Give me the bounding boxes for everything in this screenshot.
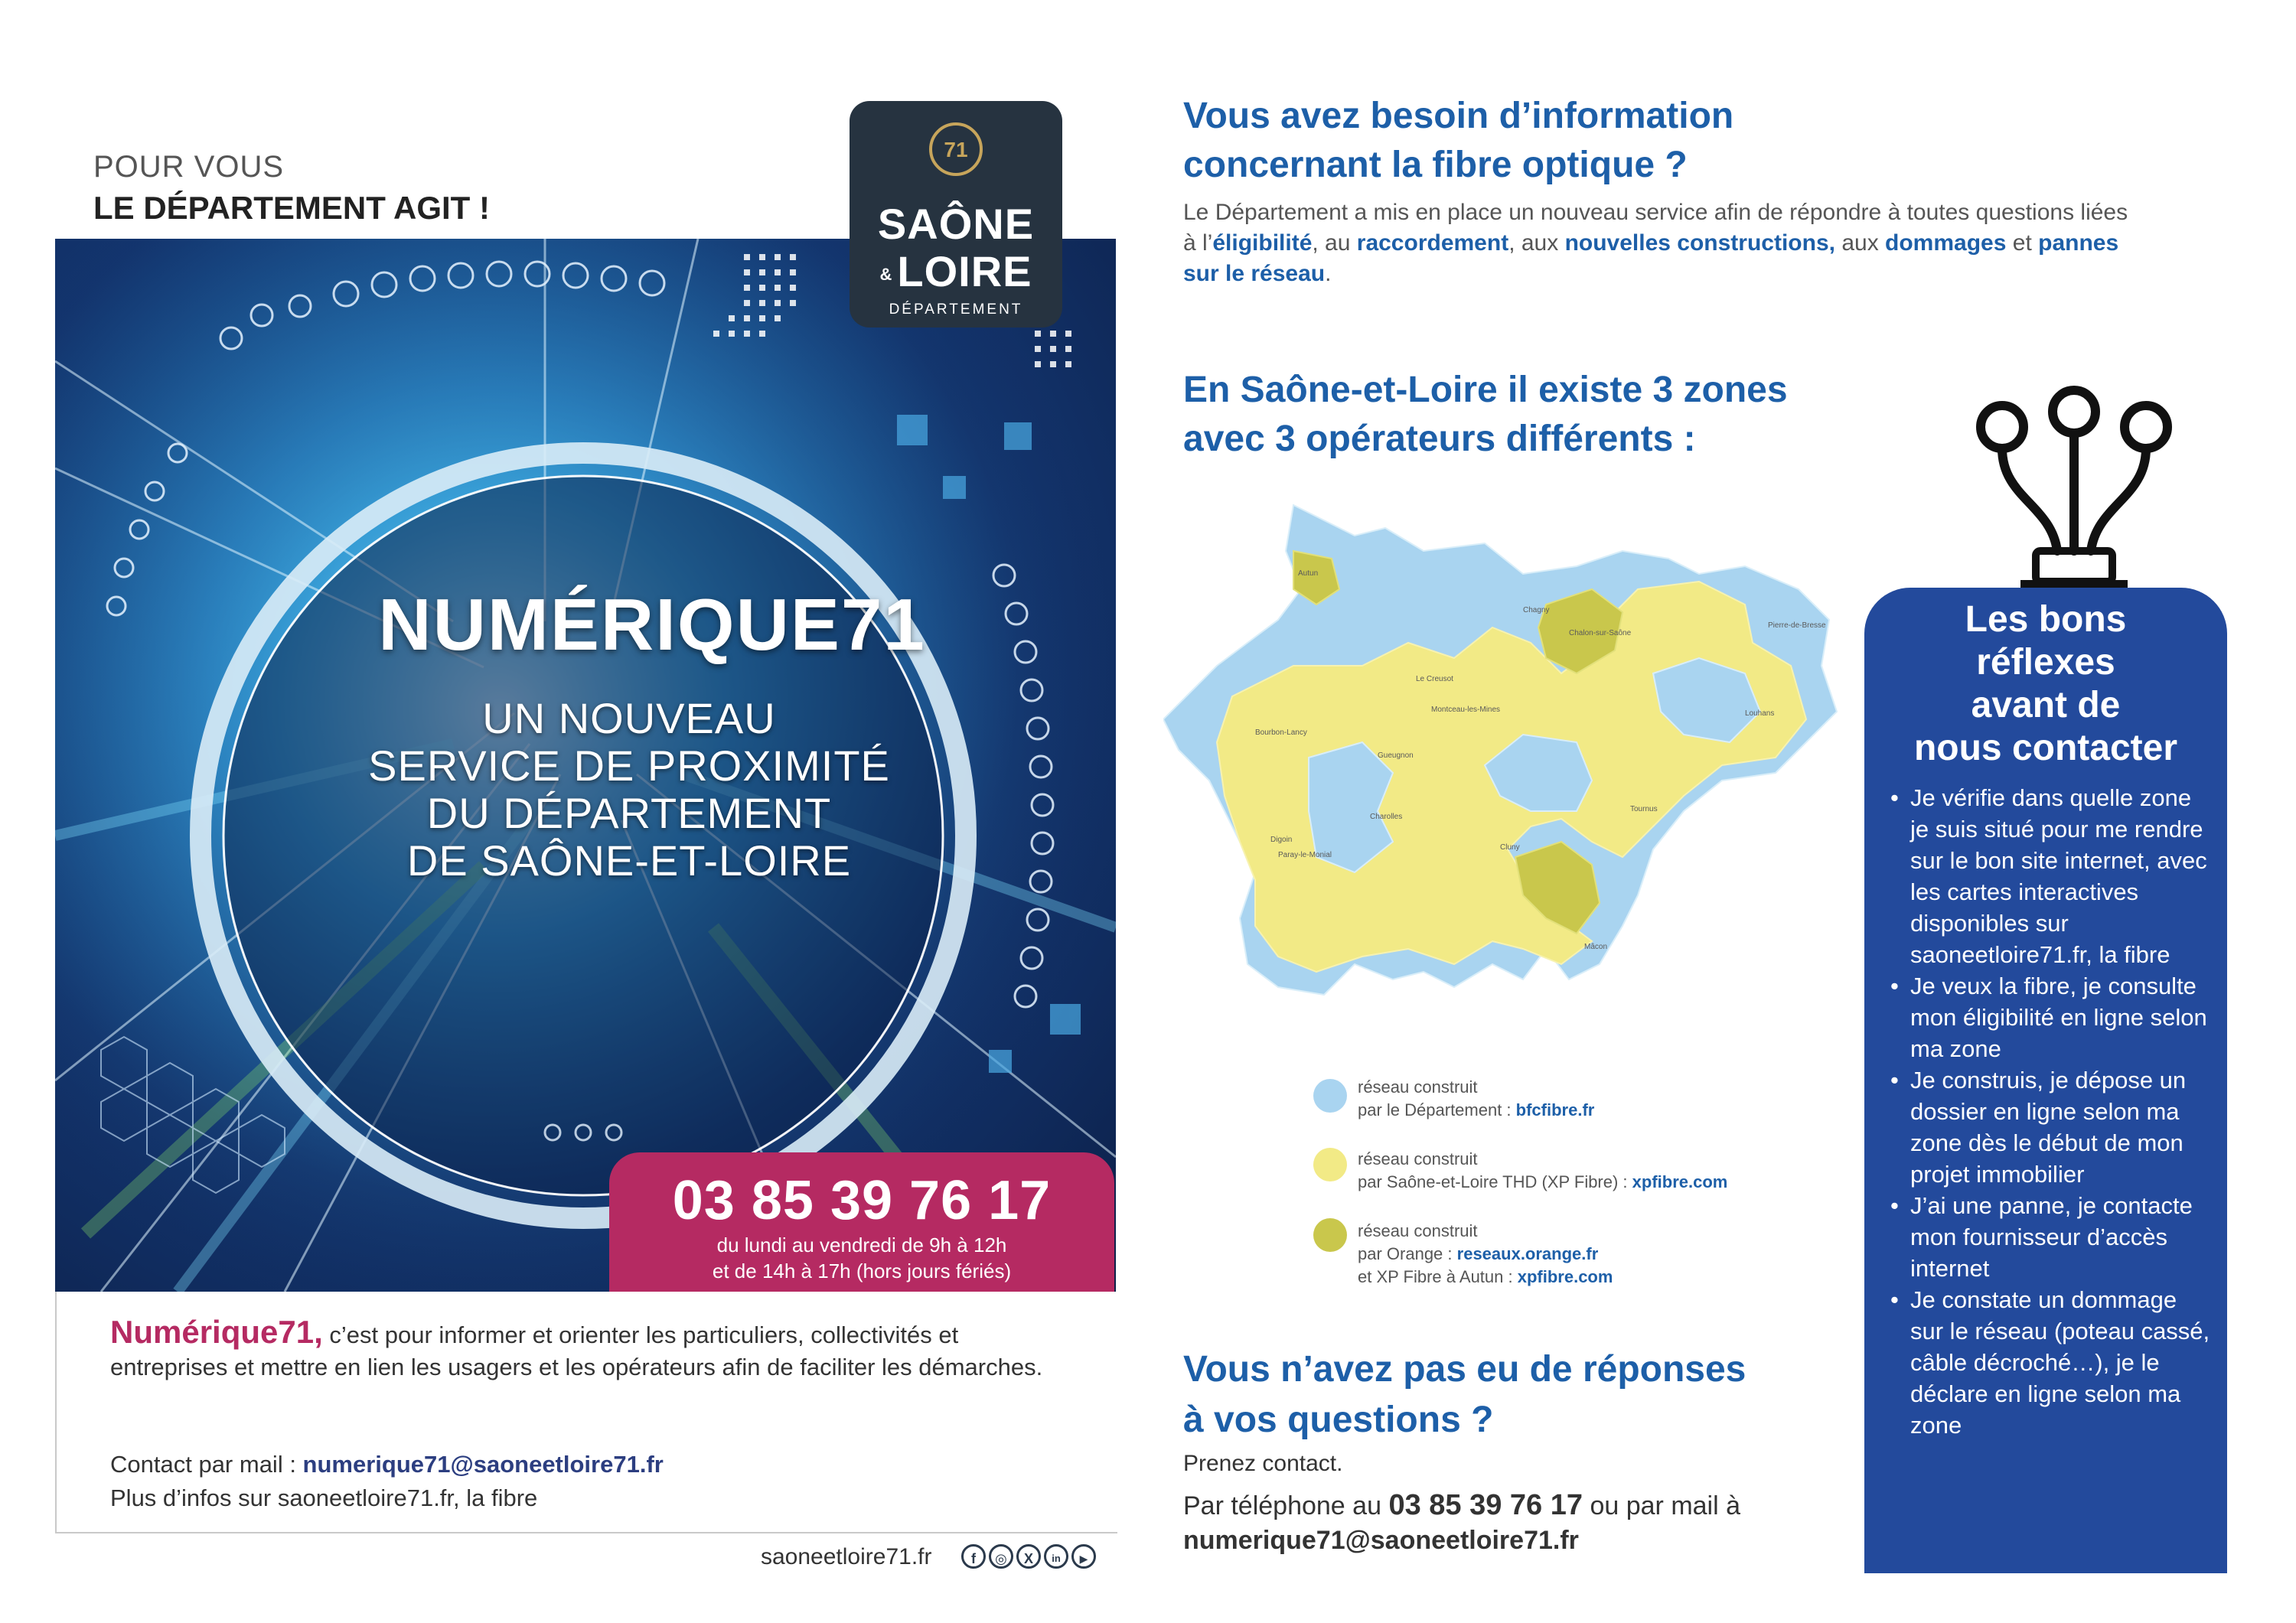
question1-line2: concernant la fibre optique ? [1183,145,1688,185]
contact-email-link[interactable]: numerique71@saoneetloire71.fr [1183,1526,1579,1555]
phone-box [609,1152,1114,1292]
facebook-icon[interactable]: f [961,1544,986,1569]
intro-keyword: éligibilité [1212,230,1313,256]
intro-paragraph [1183,197,2132,289]
intro-text: . [1325,261,1332,286]
department-emblem-icon [928,121,984,178]
legend-line3 [1358,1266,1613,1289]
intro-text: , aux [1508,230,1565,256]
legend-entry [1358,1076,1594,1122]
question2-line2: avec 3 opérateurs différents : [1183,419,1696,459]
legend-line2 [1358,1171,1727,1194]
x-icon[interactable]: X [1016,1544,1041,1569]
good-reflexes-panel [1864,588,2227,1573]
panel-title-line: avant de [1971,685,2121,725]
list-item: • Je constate un dommage sur le réseau (poteau cassé, câble décroché…), je le déclare en ligne selon ma zone [1864,1284,2227,1441]
map-town-label: Charolles [1370,813,1403,821]
linkedin-icon[interactable]: in [1044,1544,1068,1569]
map-town-label: Pierre-de-Bresse [1768,621,1826,630]
question1-line1: Vous avez besoin d’information [1183,96,1734,136]
saone-et-loire-logo [850,101,1062,328]
service-description [110,1316,1067,1383]
map-town-label: Digoin [1270,836,1293,844]
intro-text: , au [1312,230,1357,256]
phone-number[interactable]: 03 85 39 76 17 [672,1170,1052,1231]
list-item: • Je construis, je dépose un dossier en ligne selon ma zone dès le début de mon projet immobilier [1864,1064,2227,1190]
panel-title-line: réflexes [1976,642,2115,683]
legend-line1: réseau construit [1358,1149,1478,1168]
list-item: • Je vérifie dans quelle zone je suis situé pour me rendre sur le bon site internet, avec les cartes interactives disponibles sur saoneetloire71.fr, la fibre [1864,782,2227,970]
legend-swatch-blue [1313,1079,1347,1113]
legend-line2 [1358,1099,1594,1122]
poster-title: NUMÉRIQUE71 [378,584,926,666]
kicker-line1: POUR VOUS [93,150,285,184]
legend-link[interactable]: reseaux.orange.fr [1456,1244,1599,1263]
map-town-label: Louhans [1745,709,1775,718]
map-town-label: Bourbon-Lancy [1255,728,1307,737]
question2-line1: En Saône-et-Loire il existe 3 zones [1183,370,1788,410]
poster-subtitle-line: DU DÉPARTEMENT [426,789,832,837]
map-town-label: Tournus [1630,805,1658,813]
map-town-label: Gueugnon [1378,751,1414,760]
map-town-label: Chalon-sur-Saône [1569,629,1632,637]
map-town-label: Le Creusot [1416,675,1453,683]
more-info: Plus d’infos sur saoneetloire71.fr, la fibre [110,1484,538,1511]
intro-keyword: pannes sur le réseau [1183,230,2119,286]
intro-text: Le Département a mis en place un nouveau service afin de répondre à toutes questions liées à l’ [1183,200,2128,256]
question3-line2: à vos questions ? [1183,1400,1494,1440]
legend-entry [1358,1148,1727,1194]
legend-prefix: et XP Fibre à Autun : [1358,1267,1518,1286]
panel-title [1864,598,2227,770]
tel-prefix: Par téléphone au [1183,1491,1389,1520]
legend-entry [1358,1220,1613,1289]
contact-label: Contact par mail : [110,1451,303,1478]
intro-text: aux [1835,230,1886,256]
legend-prefix: par Orange : [1358,1244,1457,1263]
map-town-label: Mâcon [1584,943,1608,951]
map-town-label: Montceau-les-Mines [1431,706,1501,714]
intro-keyword: raccordement [1356,230,1509,256]
map-town-label: Autun [1298,569,1319,578]
poster-subtitle-line: SERVICE DE PROXIMITÉ [368,741,890,790]
poster-subtitle-line: UN NOUVEAU [482,694,776,742]
tel-suffix: ou par mail à [1583,1491,1741,1520]
zones-map [1163,490,1852,1041]
poster [55,239,1116,1292]
question3-line1: Vous n’avez pas eu de réponses [1183,1349,1746,1390]
intro-text: et [2006,230,2039,256]
description-brand: Numérique71, [110,1314,323,1350]
logo-line3: DÉPARTEMENT [889,301,1023,318]
legend-link[interactable]: xpfibre.com [1632,1172,1728,1191]
legend-line1: réseau construit [1358,1077,1478,1097]
kicker-line2: LE DÉPARTEMENT AGIT ! [93,190,490,226]
phone-hours-line2: et de 14h à 17h (hors jours fériés) [712,1260,1012,1282]
intro-keyword: dommages [1885,230,2007,256]
logo-line2 [850,246,1062,296]
logo-line1: SAÔNE [877,200,1035,248]
legend-line2 [1358,1243,1613,1266]
description-text: c’est pour informer et orienter les particuliers, collectivités et entreprises et mettre en lien les usagers et les opérateurs afin de faciliter les démarches. [110,1322,1043,1380]
legend-link[interactable]: bfcfibre.fr [1515,1100,1595,1119]
map-town-label: Cluny [1500,843,1520,852]
legend-link[interactable]: xpfibre.com [1517,1267,1613,1286]
phone-hours-line1: du lundi au vendredi de 9h à 12h [716,1234,1007,1256]
logo-line2-text: LOIRE [897,247,1032,295]
tel-number[interactable]: 03 85 39 76 17 [1388,1489,1583,1521]
map-town-label: Paray-le-Monial [1278,851,1332,859]
contact-intro: Prenez contact. [1183,1451,1343,1476]
fiber-optic-icon [1959,383,2189,601]
poster-subtitle-line: DE SAÔNE-ET-LOIRE [406,836,852,885]
legend-line1: réseau construit [1358,1221,1478,1240]
social-icons [961,1544,1096,1572]
logo-ampersand: & [879,265,893,285]
contact-line [110,1451,664,1478]
map-town-label: Chagny [1523,606,1550,614]
instagram-icon[interactable]: ◎ [989,1544,1013,1569]
panel-title-line: nous contacter [1913,728,2178,768]
footer-url[interactable]: saoneetloire71.fr [761,1544,932,1569]
legend-prefix: par le Département : [1358,1100,1516,1119]
intro-keyword: nouvelles constructions, [1564,230,1835,256]
list-item: • J’ai une panne, je contacte mon fournisseur d’accès internet [1864,1190,2227,1284]
legend-prefix: par Saône-et-Loire THD (XP Fibre) : [1358,1172,1632,1191]
list-item: • Je veux la fibre, je consulte mon éligibilité en ligne selon ma zone [1864,970,2227,1064]
emblem-number: 71 [944,138,968,161]
legend-swatch-yellow [1313,1148,1347,1181]
panel-title-line: Les bons [1965,599,2127,640]
contact-email-link[interactable]: numerique71@saoneetloire71.fr [302,1451,664,1478]
legend-swatch-olive [1313,1218,1347,1252]
contact-phone-line [1183,1489,1740,1522]
youtube-icon[interactable]: ▶ [1071,1544,1096,1569]
reflexes-list [1864,782,2227,1441]
